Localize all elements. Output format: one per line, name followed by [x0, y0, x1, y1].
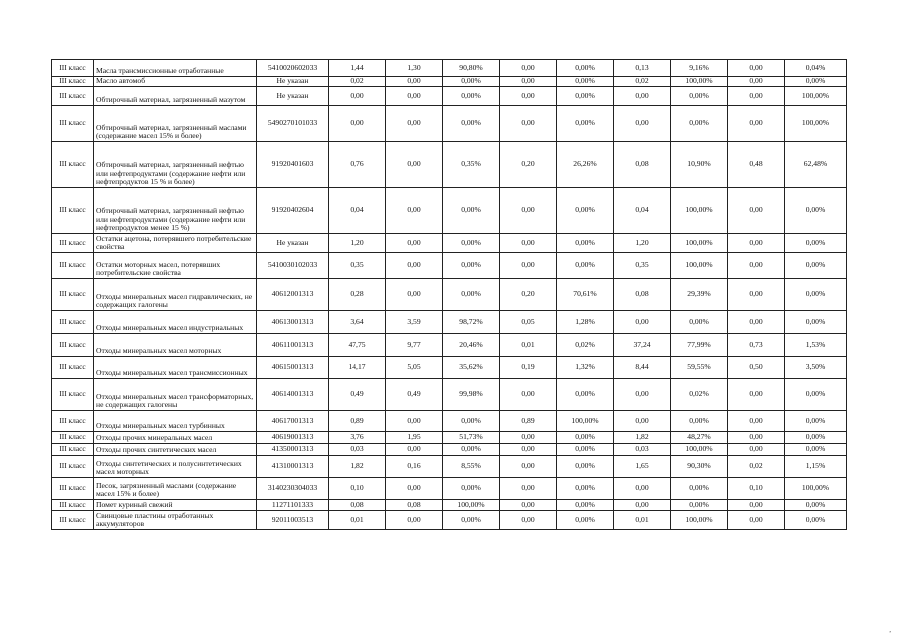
waste-name-cell: Отходы прочих синтетических масел: [94, 444, 257, 456]
table-row: [52, 253, 847, 279]
value-cell: 14,17: [329, 357, 386, 379]
value-cell: 1,82: [329, 456, 386, 478]
value-cell: 0,00: [614, 411, 671, 432]
value-cell: 0,02%: [557, 334, 614, 357]
value-cell: 0,19: [500, 357, 557, 379]
value-cell: 0,08: [329, 500, 386, 511]
hazard-class-cell: III класс: [52, 253, 94, 279]
value-cell: 100,00%: [671, 511, 728, 530]
fkko-code-cell: 40617001313: [257, 411, 329, 432]
value-cell: 9,16%: [671, 60, 728, 77]
value-cell: 90,30%: [671, 456, 728, 478]
value-cell: 0,00: [728, 106, 785, 142]
value-cell: 0,48: [728, 142, 785, 188]
waste-name-cell: Песок, загрязненный маслами (содержание масел 15% и более): [94, 478, 257, 500]
value-cell: 0,10: [329, 478, 386, 500]
value-cell: 0,00: [614, 500, 671, 511]
hazard-class-cell: III класс: [52, 379, 94, 411]
waste-name-cell: Отходы синтетических и полусинтетических масел моторных: [94, 456, 257, 478]
value-cell: 0,00%: [443, 87, 500, 106]
value-cell: 77,99%: [671, 334, 728, 357]
value-cell: 0,00%: [557, 253, 614, 279]
value-cell: 0,00%: [443, 188, 500, 234]
value-cell: 0,00: [500, 444, 557, 456]
value-cell: 1,30: [386, 60, 443, 77]
value-cell: 0,00%: [557, 500, 614, 511]
table-row: [52, 456, 847, 478]
waste-name-cell: Отходы минеральных масел моторных: [94, 334, 257, 357]
value-cell: 0,00: [500, 379, 557, 411]
table-row: [52, 234, 847, 253]
value-cell: 1,20: [614, 234, 671, 253]
fkko-code-cell: Не указан: [257, 87, 329, 106]
value-cell: 0,00%: [557, 432, 614, 444]
value-cell: 0,00%: [785, 379, 847, 411]
value-cell: 1,53%: [785, 334, 847, 357]
value-cell: 0,00: [728, 411, 785, 432]
value-cell: 0,00%: [443, 253, 500, 279]
value-cell: 70,61%: [557, 279, 614, 311]
value-cell: 0,10: [728, 478, 785, 500]
hazard-class-cell: III класс: [52, 234, 94, 253]
table-row: [52, 511, 847, 530]
table-row: [52, 142, 847, 188]
value-cell: 0,00: [614, 478, 671, 500]
table-row: [52, 106, 847, 142]
value-cell: 0,00%: [443, 478, 500, 500]
value-cell: 0,08: [614, 142, 671, 188]
table-row: [52, 478, 847, 500]
value-cell: 0,03: [329, 444, 386, 456]
value-cell: 0,00%: [557, 379, 614, 411]
value-cell: 0,00%: [443, 234, 500, 253]
table-row: [52, 500, 847, 511]
fkko-code-cell: Не указан: [257, 234, 329, 253]
waste-name-cell: Обтирочный материал, загрязненный нефтью или нефтепродуктами (содержание нефти или нефтепродуктов менее 15 %): [94, 188, 257, 234]
table-row: [52, 432, 847, 444]
hazard-class-cell: III класс: [52, 432, 94, 444]
value-cell: 0,00%: [443, 444, 500, 456]
value-cell: 0,00: [728, 311, 785, 334]
hazard-class-cell: III класс: [52, 142, 94, 188]
table-row: [52, 279, 847, 311]
value-cell: 0,00: [614, 87, 671, 106]
value-cell: 0,50: [728, 357, 785, 379]
fkko-code-cell: Не указан: [257, 77, 329, 87]
value-cell: 0,13: [614, 60, 671, 77]
value-cell: 62,48%: [785, 142, 847, 188]
fkko-code-cell: 40614001313: [257, 379, 329, 411]
fkko-code-cell: 41350001313: [257, 444, 329, 456]
value-cell: 98,72%: [443, 311, 500, 334]
value-cell: 0,00%: [785, 188, 847, 234]
value-cell: 0,49: [329, 379, 386, 411]
value-cell: 99,98%: [443, 379, 500, 411]
value-cell: 0,03: [614, 444, 671, 456]
value-cell: 0,00: [728, 253, 785, 279]
value-cell: 0,00%: [785, 411, 847, 432]
table-row: [52, 311, 847, 334]
value-cell: 100,00%: [785, 478, 847, 500]
waste-name-cell: Обтирочный материал, загрязненный маслами (содержание масел 15% и более): [94, 106, 257, 142]
value-cell: 0,01: [614, 511, 671, 530]
value-cell: 0,00%: [443, 511, 500, 530]
value-cell: 1,65: [614, 456, 671, 478]
value-cell: 0,00: [728, 77, 785, 87]
value-cell: 3,50%: [785, 357, 847, 379]
value-cell: 0,00%: [557, 444, 614, 456]
fkko-code-cell: 11271101333: [257, 500, 329, 511]
waste-name-cell: Помет куриный свежий: [94, 500, 257, 511]
value-cell: 0,89: [500, 411, 557, 432]
hazard-class-cell: III класс: [52, 478, 94, 500]
table-row: [52, 188, 847, 234]
fkko-code-cell: 40615001313: [257, 357, 329, 379]
waste-name-cell: Отходы минеральных масел индустриальных: [94, 311, 257, 334]
value-cell: 0,00%: [785, 432, 847, 444]
hazard-class-cell: III класс: [52, 500, 94, 511]
value-cell: 0,00%: [557, 234, 614, 253]
value-cell: 0,00%: [557, 456, 614, 478]
value-cell: 0,00: [386, 279, 443, 311]
value-cell: 9,77: [386, 334, 443, 357]
value-cell: 35,62%: [443, 357, 500, 379]
value-cell: 1,20: [329, 234, 386, 253]
hazard-class-cell: III класс: [52, 279, 94, 311]
table-row: [52, 411, 847, 432]
value-cell: 90,80%: [443, 60, 500, 77]
value-cell: 37,24: [614, 334, 671, 357]
value-cell: 48,27%: [671, 432, 728, 444]
value-cell: 0,00: [386, 142, 443, 188]
value-cell: 0,00%: [671, 411, 728, 432]
value-cell: 0,00%: [785, 77, 847, 87]
value-cell: 29,39%: [671, 279, 728, 311]
value-cell: 0,00%: [785, 444, 847, 456]
hazard-class-cell: III класс: [52, 456, 94, 478]
value-cell: 100,00%: [671, 234, 728, 253]
hazard-class-cell: III класс: [52, 106, 94, 142]
fkko-code-cell: 91920401603: [257, 142, 329, 188]
value-cell: 51,73%: [443, 432, 500, 444]
value-cell: 0,00: [500, 77, 557, 87]
waste-name-cell: Остатки моторных масел, потерявших потребительские свойства: [94, 253, 257, 279]
table-row: [52, 87, 847, 106]
value-cell: 0,00%: [557, 511, 614, 530]
value-cell: 1,15%: [785, 456, 847, 478]
value-cell: 0,20: [500, 142, 557, 188]
table-row: [52, 60, 847, 77]
value-cell: 0,02: [614, 77, 671, 87]
value-cell: 0,01: [329, 511, 386, 530]
waste-name-cell: Масла трансмиссионные отработанные: [94, 60, 257, 77]
value-cell: 0,05: [500, 311, 557, 334]
hazard-class-cell: III класс: [52, 411, 94, 432]
fkko-code-cell: 40611001313: [257, 334, 329, 357]
hazard-class-cell: III класс: [52, 87, 94, 106]
value-cell: 0,00: [728, 234, 785, 253]
fkko-code-cell: 40613001313: [257, 311, 329, 334]
value-cell: 1,82: [614, 432, 671, 444]
value-cell: 0,00: [386, 234, 443, 253]
value-cell: 0,00: [386, 106, 443, 142]
value-cell: 0,00: [500, 106, 557, 142]
value-cell: 1,28%: [557, 311, 614, 334]
value-cell: 0,35: [614, 253, 671, 279]
waste-name-cell: Отходы минеральных масел турбинных: [94, 411, 257, 432]
value-cell: 3,64: [329, 311, 386, 334]
value-cell: 100,00%: [785, 106, 847, 142]
value-cell: 100,00%: [671, 77, 728, 87]
value-cell: 0,00%: [443, 106, 500, 142]
value-cell: 47,75: [329, 334, 386, 357]
value-cell: 0,00%: [785, 500, 847, 511]
table-row: [52, 334, 847, 357]
waste-name-cell: Остатки ацетона, потерявшего потребительские свойства: [94, 234, 257, 253]
value-cell: 0,00: [329, 87, 386, 106]
waste-name-cell: Масло автомоб: [94, 77, 257, 87]
value-cell: 0,00: [500, 188, 557, 234]
value-cell: 8,55%: [443, 456, 500, 478]
value-cell: 0,00: [614, 106, 671, 142]
hazard-class-cell: III класс: [52, 311, 94, 334]
hazard-class-cell: III класс: [52, 357, 94, 379]
value-cell: 0,00%: [785, 511, 847, 530]
value-cell: 0,00: [500, 253, 557, 279]
value-cell: 0,00%: [671, 106, 728, 142]
value-cell: 0,00%: [671, 500, 728, 511]
value-cell: 0,00%: [785, 279, 847, 311]
value-cell: 5,05: [386, 357, 443, 379]
waste-name-cell: Обтирочный материал, загрязненный нефтью или нефтепродуктами (содержание нефти или нефтепродуктов 15 % и более): [94, 142, 257, 188]
value-cell: 0,08: [386, 500, 443, 511]
fkko-code-cell: 40612001313: [257, 279, 329, 311]
value-cell: 100,00%: [671, 188, 728, 234]
waste-name-cell: Отходы прочих минеральных масел: [94, 432, 257, 444]
hazard-class-cell: III класс: [52, 188, 94, 234]
hazard-class-cell: III класс: [52, 511, 94, 530]
value-cell: 0,00%: [443, 77, 500, 87]
value-cell: 0,20: [500, 279, 557, 311]
hazard-class-cell: III класс: [52, 60, 94, 77]
fkko-code-cell: 5490270101033: [257, 106, 329, 142]
value-cell: 0,00%: [557, 77, 614, 87]
value-cell: 0,00: [500, 511, 557, 530]
value-cell: 0,00: [728, 188, 785, 234]
value-cell: 0,01: [500, 334, 557, 357]
value-cell: 0,00: [728, 432, 785, 444]
value-cell: 100,00%: [671, 253, 728, 279]
value-cell: 0,00: [329, 106, 386, 142]
hazard-class-cell: III класс: [52, 77, 94, 87]
value-cell: 0,73: [728, 334, 785, 357]
value-cell: 0,02: [728, 456, 785, 478]
value-cell: 0,35: [329, 253, 386, 279]
value-cell: 1,44: [329, 60, 386, 77]
value-cell: 0,00%: [443, 279, 500, 311]
waste-name-cell: Отходы минеральных масел трансмиссионных: [94, 357, 257, 379]
value-cell: 3,76: [329, 432, 386, 444]
value-cell: 0,00: [386, 253, 443, 279]
fkko-code-cell: 3140230304033: [257, 478, 329, 500]
value-cell: 26,26%: [557, 142, 614, 188]
waste-table-body: [52, 60, 847, 530]
value-cell: 1,95: [386, 432, 443, 444]
value-cell: 0,00: [728, 279, 785, 311]
value-cell: 0,00: [500, 478, 557, 500]
value-cell: 0,76: [329, 142, 386, 188]
value-cell: 0,00%: [443, 411, 500, 432]
value-cell: 0,00: [386, 444, 443, 456]
fkko-code-cell: 5410020602033: [257, 60, 329, 77]
hazard-class-cell: III класс: [52, 444, 94, 456]
value-cell: 0,35%: [443, 142, 500, 188]
value-cell: 0,02%: [671, 379, 728, 411]
value-cell: 0,00%: [785, 234, 847, 253]
table-row: [52, 444, 847, 456]
value-cell: 0,00%: [785, 311, 847, 334]
value-cell: 0,00: [386, 478, 443, 500]
value-cell: 0,00: [500, 234, 557, 253]
value-cell: 100,00%: [557, 411, 614, 432]
fkko-code-cell: 92011003513: [257, 511, 329, 530]
value-cell: 0,00: [386, 511, 443, 530]
waste-name-cell: Отходы минеральных масел трансформаторных, не содержащих галогены: [94, 379, 257, 411]
value-cell: 20,46%: [443, 334, 500, 357]
value-cell: 1,32%: [557, 357, 614, 379]
value-cell: 0,00: [728, 500, 785, 511]
value-cell: 0,00: [500, 60, 557, 77]
value-cell: 0,00%: [557, 106, 614, 142]
value-cell: 100,00%: [671, 444, 728, 456]
fkko-code-cell: 40619001313: [257, 432, 329, 444]
value-cell: 100,00%: [785, 87, 847, 106]
value-cell: 0,08: [614, 279, 671, 311]
value-cell: 0,00%: [671, 478, 728, 500]
value-cell: 0,00%: [557, 60, 614, 77]
value-cell: 0,00: [728, 60, 785, 77]
value-cell: 0,00%: [557, 87, 614, 106]
waste-name-cell: Отходы минеральных масел гидравлических, не содержащих галогены: [94, 279, 257, 311]
value-cell: 0,00%: [557, 478, 614, 500]
fkko-code-cell: 91920402604: [257, 188, 329, 234]
value-cell: 0,00: [386, 77, 443, 87]
waste-table: [51, 59, 847, 530]
value-cell: 0,04: [329, 188, 386, 234]
value-cell: 0,00: [728, 379, 785, 411]
value-cell: 0,00: [614, 311, 671, 334]
value-cell: 0,16: [386, 456, 443, 478]
table-row: [52, 357, 847, 379]
hazard-class-cell: III класс: [52, 334, 94, 357]
value-cell: 0,00: [728, 444, 785, 456]
value-cell: 0,00: [500, 432, 557, 444]
fkko-code-cell: 5410030102033: [257, 253, 329, 279]
value-cell: 100,00%: [443, 500, 500, 511]
value-cell: 0,00: [386, 188, 443, 234]
value-cell: 0,00: [728, 511, 785, 530]
value-cell: 0,00%: [671, 311, 728, 334]
waste-name-cell: Свинцовые пластины отработанных аккумуляторов: [94, 511, 257, 530]
table-row: [52, 77, 847, 87]
value-cell: 0,00%: [785, 253, 847, 279]
value-cell: 3,59: [386, 311, 443, 334]
value-cell: 0,00: [728, 87, 785, 106]
value-cell: 10,90%: [671, 142, 728, 188]
value-cell: 0,00%: [671, 87, 728, 106]
value-cell: 0,00: [614, 379, 671, 411]
waste-table-sheet: [51, 59, 847, 530]
value-cell: 0,28: [329, 279, 386, 311]
value-cell: 0,02: [329, 77, 386, 87]
value-cell: 0,00: [500, 500, 557, 511]
value-cell: 59,55%: [671, 357, 728, 379]
table-row: [52, 379, 847, 411]
value-cell: 0,04: [614, 188, 671, 234]
value-cell: 0,00: [386, 411, 443, 432]
value-cell: 0,00%: [557, 188, 614, 234]
value-cell: 0,04%: [785, 60, 847, 77]
value-cell: 0,00: [500, 87, 557, 106]
corner-mark: ,: [889, 626, 891, 634]
value-cell: 8,44: [614, 357, 671, 379]
waste-name-cell: Обтирочный материал, загрязненный мазутом: [94, 87, 257, 106]
value-cell: 0,49: [386, 379, 443, 411]
fkko-code-cell: 41310001313: [257, 456, 329, 478]
value-cell: 0,00: [500, 456, 557, 478]
value-cell: 0,00: [386, 87, 443, 106]
value-cell: 0,89: [329, 411, 386, 432]
